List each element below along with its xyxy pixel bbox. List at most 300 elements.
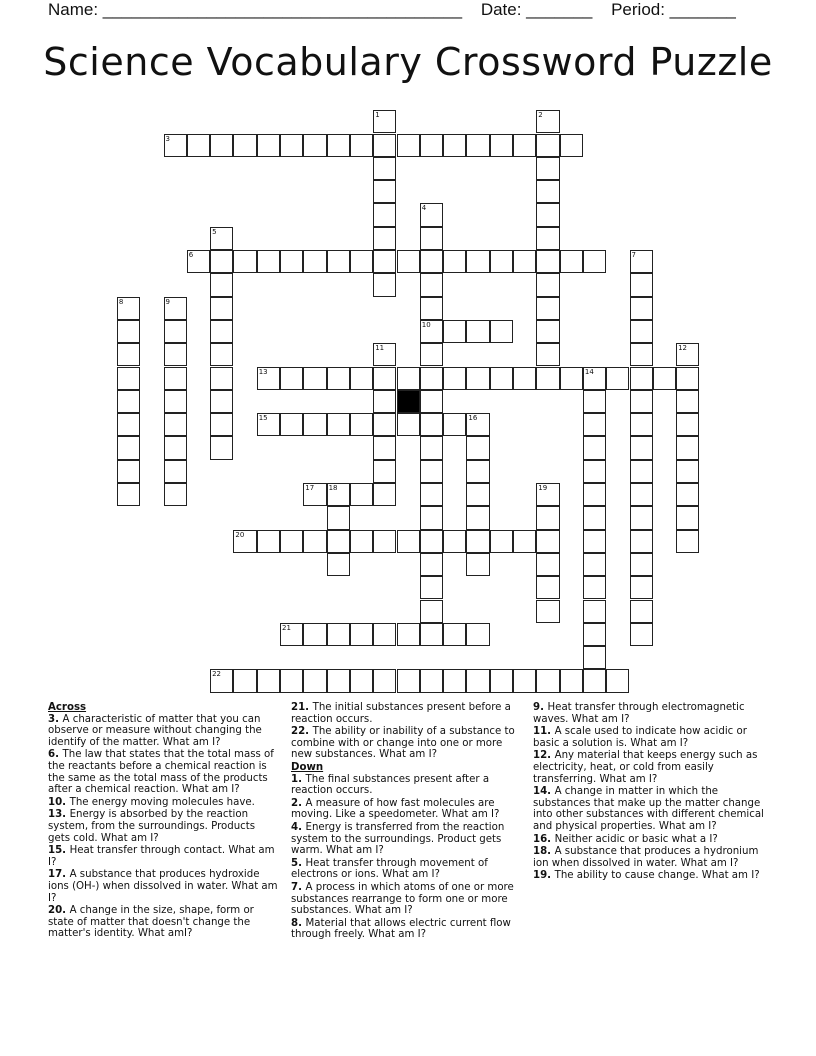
grid-cell[interactable] (373, 669, 396, 692)
grid-cell[interactable] (466, 553, 489, 576)
clue-number: 16 (468, 414, 478, 423)
grid-cell[interactable] (257, 134, 280, 157)
grid-cell[interactable] (466, 506, 489, 529)
across-clue (291, 726, 523, 761)
clue-number: 15 (258, 414, 268, 423)
grid-cell[interactable] (210, 320, 233, 343)
page-title: Science Vocabulary Crossword Puzzle (43, 40, 773, 84)
grid-cell[interactable] (676, 413, 699, 436)
grid-cell[interactable] (443, 623, 466, 646)
grid-cell[interactable] (420, 320, 443, 343)
grid-cell[interactable] (420, 483, 443, 506)
grid-cell[interactable] (373, 530, 396, 553)
grid-cell[interactable] (536, 530, 559, 553)
clue-number: 21 (282, 623, 291, 632)
grid-cell[interactable] (583, 623, 606, 646)
clue-text: A measure of how fast molecules are moving. Like a speedometer. What am I? (291, 797, 500, 821)
grid-cell[interactable] (443, 134, 466, 157)
grid-cell[interactable] (420, 530, 443, 553)
grid-cell[interactable] (233, 530, 256, 553)
grid-cell[interactable] (630, 460, 653, 483)
grid-cell[interactable] (303, 134, 326, 157)
grid-cell[interactable] (630, 367, 653, 390)
grid-cell[interactable] (466, 483, 489, 506)
down-clue (291, 798, 523, 821)
grid-cell[interactable] (187, 134, 210, 157)
grid-cell[interactable] (466, 436, 489, 459)
grid-cell[interactable] (117, 297, 140, 320)
clue-text: The law that states that the total mass of the reactants before a chemical reaction is the same as the total mass of the products after a chemical reaction. What am I? (48, 749, 274, 796)
grid-cell[interactable] (676, 367, 699, 390)
grid-cell[interactable] (117, 367, 140, 390)
clue-number-label: 20. (48, 905, 70, 917)
grid-cell[interactable] (606, 367, 629, 390)
grid-cell[interactable] (560, 669, 583, 692)
grid-cell[interactable] (536, 320, 559, 343)
grid-cell[interactable] (397, 367, 420, 390)
grid-cell[interactable] (420, 506, 443, 529)
grid-cell[interactable] (630, 390, 653, 413)
grid-cell[interactable] (373, 134, 396, 157)
grid-cell[interactable] (420, 436, 443, 459)
grid-cell[interactable] (583, 530, 606, 553)
grid-cell[interactable] (583, 600, 606, 623)
grid-cell[interactable] (233, 134, 256, 157)
grid-cell[interactable] (373, 623, 396, 646)
grid-cell[interactable] (373, 227, 396, 250)
grid-cell[interactable] (513, 669, 536, 692)
grid-cell[interactable] (327, 553, 350, 576)
grid-cell[interactable] (210, 390, 233, 413)
name-field[interactable]: Name: ______________________________________ (48, 0, 463, 19)
across-clue (48, 905, 280, 940)
grid-cell[interactable] (536, 203, 559, 226)
clue-text: The initial substances present before a reaction occurs. (291, 702, 511, 725)
clue-text: A change in the size, shape, form or state of matter that doesn't change the matter's identity. What amI? (48, 905, 254, 940)
grid-cell[interactable] (280, 623, 303, 646)
grid-cell[interactable] (583, 250, 606, 273)
grid-cell[interactable] (210, 343, 233, 366)
clue-number: 13 (258, 367, 268, 376)
grid-cell[interactable] (373, 460, 396, 483)
grid-cell[interactable] (420, 250, 443, 273)
grid-cell[interactable] (583, 413, 606, 436)
grid-cell[interactable] (606, 669, 629, 692)
grid-cell[interactable] (490, 367, 513, 390)
grid-cell[interactable] (630, 250, 653, 273)
grid-cell[interactable] (280, 669, 303, 692)
grid-cell[interactable] (513, 530, 536, 553)
grid-cell[interactable] (397, 250, 420, 273)
grid-cell[interactable] (164, 483, 187, 506)
grid-cell[interactable] (630, 530, 653, 553)
grid-cell[interactable] (420, 203, 443, 226)
grid-cell[interactable] (443, 367, 466, 390)
grid-cell[interactable] (420, 413, 443, 436)
down-clue (533, 846, 773, 869)
grid-cell[interactable] (350, 483, 373, 506)
grid-cell[interactable] (327, 530, 350, 553)
grid-cell[interactable] (257, 367, 280, 390)
clue-number-label: 19. (533, 870, 555, 882)
grid-cell[interactable] (536, 110, 559, 133)
grid-cell[interactable] (630, 600, 653, 623)
date-field[interactable]: Date: _______ (480, 0, 593, 19)
grid-cell[interactable] (420, 227, 443, 250)
grid-cell[interactable] (327, 134, 350, 157)
clue-number-label: 22. (291, 726, 313, 738)
clue-number: 19 (538, 484, 548, 492)
clue-number: 17 (305, 484, 315, 492)
grid-cell[interactable] (303, 413, 326, 436)
grid-cell[interactable] (257, 530, 280, 553)
clue-number: 9 (165, 297, 170, 306)
grid-cell[interactable] (630, 483, 653, 506)
across-clue (48, 797, 280, 809)
grid-cell[interactable] (327, 669, 350, 692)
clue-number: 3 (165, 134, 170, 143)
clue-text: Neither acidic or basic what a I? (554, 833, 718, 845)
grid-cell[interactable] (466, 134, 489, 157)
down-clue (291, 918, 523, 941)
grid-cell[interactable] (536, 273, 559, 296)
down-clue (533, 834, 773, 846)
grid-cell[interactable] (257, 413, 280, 436)
grid-cell[interactable] (466, 669, 489, 692)
grid-cell[interactable] (117, 436, 140, 459)
clue-text: A change in matter in which the substances that make up the matter change into other substances with different chemical and physical properties. What am I? (533, 786, 764, 832)
grid-cell[interactable] (653, 367, 676, 390)
grid-cell[interactable] (676, 436, 699, 459)
across-clue (48, 809, 280, 844)
clue-number: 22 (212, 670, 222, 679)
grid-cell[interactable] (210, 669, 233, 692)
grid-cell[interactable] (303, 250, 326, 273)
grid-cell[interactable] (164, 413, 187, 436)
grid-cell[interactable] (466, 530, 489, 553)
clue-number: 11 (375, 344, 385, 353)
clue-text: The ability or inability of a substance to combine with or change into one or more new substances. What am I? (291, 726, 515, 761)
grid-cell[interactable] (676, 460, 699, 483)
grid-cell[interactable] (630, 413, 653, 436)
grid-cell[interactable] (466, 367, 489, 390)
grid-cell[interactable] (536, 367, 559, 390)
grid-cell[interactable] (583, 576, 606, 599)
grid-cell[interactable] (466, 250, 489, 273)
clue-text: A process in which atoms of one or more substances rearrange to form one or more substances. What am I? (291, 881, 514, 917)
grid-cell[interactable] (583, 553, 606, 576)
grid-cell[interactable] (630, 343, 653, 366)
grid-cell[interactable] (630, 297, 653, 320)
clue-text: Energy is transferred from the reaction system to the surroundings. Product gets warm. What am I? (291, 821, 505, 857)
across-clue (48, 845, 280, 868)
grid-cell[interactable] (303, 530, 326, 553)
period-field[interactable]: Period: _______ (611, 0, 736, 19)
grid-cell[interactable] (583, 669, 606, 692)
grid-cell[interactable] (397, 134, 420, 157)
grid-cell[interactable] (350, 413, 373, 436)
grid-cell[interactable] (327, 483, 350, 506)
down-heading: Down (291, 761, 324, 773)
grid-cell[interactable] (373, 390, 396, 413)
grid-cell[interactable] (164, 390, 187, 413)
clue-text: Material that allows electric current flow through freely. What am I? (291, 917, 511, 941)
grid-cell[interactable] (490, 530, 513, 553)
grid-cell[interactable] (630, 320, 653, 343)
clue-text: Energy is absorbed by the reaction system, from the surroundings. Products gets cold. What am I? (48, 809, 256, 844)
grid-cell[interactable] (164, 134, 187, 157)
grid-cell[interactable] (536, 506, 559, 529)
across-clue (48, 869, 280, 904)
grid-cell[interactable] (490, 320, 513, 343)
grid-cell[interactable] (630, 623, 653, 646)
clues-column-3 (533, 702, 773, 883)
clue-number: 4 (421, 204, 427, 213)
grid-cell[interactable] (536, 576, 559, 599)
clue-text: A substance that produces a hydronium ion when dissolved in water. What am I? (533, 846, 759, 869)
grid-cell[interactable] (583, 646, 606, 669)
across-clue (291, 702, 523, 725)
grid-black-cell (397, 390, 420, 413)
grid-cell[interactable] (210, 436, 233, 459)
grid-cell[interactable] (373, 367, 396, 390)
grid-cell[interactable] (676, 343, 699, 366)
grid-cell[interactable] (350, 530, 373, 553)
grid-cell[interactable] (583, 367, 606, 390)
grid-cell[interactable] (420, 134, 443, 157)
clue-number-label: 7. (291, 881, 306, 893)
grid-cell[interactable] (280, 250, 303, 273)
grid-cell[interactable] (164, 297, 187, 320)
grid-cell[interactable] (327, 506, 350, 529)
grid-cell[interactable] (676, 530, 699, 553)
grid-cell[interactable] (420, 553, 443, 576)
clue-number-label: 14. (533, 786, 555, 798)
grid-cell[interactable] (420, 390, 443, 413)
grid-cell[interactable] (420, 460, 443, 483)
clue-number-label: 9. (533, 702, 548, 713)
grid-cell[interactable] (350, 367, 373, 390)
grid-cell[interactable] (187, 250, 210, 273)
grid-cell[interactable] (210, 134, 233, 157)
header-fields (48, 0, 750, 20)
grid-cell[interactable] (420, 669, 443, 692)
clue-text: The energy moving molecules have. (69, 796, 255, 808)
grid-cell[interactable] (676, 390, 699, 413)
clue-number-label: 12. (533, 750, 555, 762)
grid-cell[interactable] (373, 110, 396, 133)
clue-text: A scale used to indicate how acidic or basic a solution is. What am I? (533, 726, 747, 749)
grid-cell[interactable] (350, 623, 373, 646)
grid-cell[interactable] (536, 227, 559, 250)
grid-cell[interactable] (630, 273, 653, 296)
grid-cell[interactable] (490, 250, 513, 273)
grid-cell[interactable] (443, 413, 466, 436)
grid-cell[interactable] (117, 413, 140, 436)
grid-cell[interactable] (630, 553, 653, 576)
grid-cell[interactable] (583, 436, 606, 459)
across-clue (48, 714, 280, 749)
grid-cell[interactable] (117, 460, 140, 483)
grid-cell[interactable] (536, 483, 559, 506)
down-clue (291, 858, 523, 881)
grid-cell[interactable] (210, 227, 233, 250)
grid-cell[interactable] (536, 669, 559, 692)
grid-cell[interactable] (164, 343, 187, 366)
clue-number: 12 (678, 344, 688, 353)
grid-cell[interactable] (350, 134, 373, 157)
grid-cell[interactable] (536, 134, 559, 157)
grid-cell[interactable] (630, 436, 653, 459)
grid-cell[interactable] (373, 436, 396, 459)
grid-cell[interactable] (583, 460, 606, 483)
grid-cell[interactable] (536, 600, 559, 623)
clue-text: A characteristic of matter that you can observe or measure without changing the identify of the matter. What am I? (48, 713, 262, 748)
grid-cell[interactable] (676, 483, 699, 506)
grid-cell[interactable] (373, 273, 396, 296)
grid-cell[interactable] (373, 250, 396, 273)
grid-cell[interactable] (560, 367, 583, 390)
grid-cell[interactable] (513, 367, 536, 390)
grid-cell[interactable] (164, 367, 187, 390)
grid-cell[interactable] (513, 250, 536, 273)
clue-text: Heat transfer through electromagnetic waves. What am I? (533, 702, 745, 725)
grid-cell[interactable] (490, 134, 513, 157)
grid-cell[interactable] (280, 367, 303, 390)
clue-number-label: 10. (48, 796, 70, 808)
grid-cell[interactable] (466, 623, 489, 646)
clue-text: Any material that keeps energy such as electricity, heat, or cold from easily transferring. What am I? (533, 750, 758, 785)
clue-number-label: 13. (48, 809, 70, 821)
grid-cell[interactable] (117, 390, 140, 413)
grid-cell[interactable] (210, 250, 233, 273)
grid-cell[interactable] (443, 530, 466, 553)
clue-number: 18 (328, 484, 338, 492)
grid-cell[interactable] (303, 669, 326, 692)
clue-text: Heat transfer through movement of electrons or ions. What am I? (291, 857, 488, 881)
grid-cell[interactable] (420, 600, 443, 623)
grid-cell[interactable] (373, 203, 396, 226)
grid-cell[interactable] (397, 530, 420, 553)
grid-cell[interactable] (397, 669, 420, 692)
grid-cell[interactable] (164, 460, 187, 483)
grid-cell[interactable] (210, 273, 233, 296)
grid-cell[interactable] (303, 623, 326, 646)
clue-text: A substance that produces hydroxide ions (OH-) when dissolved in water. What am I? (48, 869, 278, 904)
grid-cell[interactable] (583, 390, 606, 413)
grid-cell[interactable] (513, 134, 536, 157)
grid-cell[interactable] (490, 669, 513, 692)
grid-cell[interactable] (373, 343, 396, 366)
grid-cell[interactable] (210, 367, 233, 390)
grid-cell[interactable] (257, 250, 280, 273)
grid-cell[interactable] (536, 180, 559, 203)
grid-cell[interactable] (583, 506, 606, 529)
grid-cell[interactable] (373, 157, 396, 180)
clue-number: 20 (235, 530, 245, 539)
grid-cell[interactable] (303, 483, 326, 506)
grid-cell[interactable] (420, 367, 443, 390)
grid-cell[interactable] (210, 297, 233, 320)
grid-cell[interactable] (536, 297, 559, 320)
grid-cell[interactable] (233, 250, 256, 273)
clue-number-label: 8. (291, 917, 306, 929)
grid-cell[interactable] (280, 530, 303, 553)
grid-cell[interactable] (466, 320, 489, 343)
grid-cell[interactable] (327, 367, 350, 390)
clue-number-label: 2. (291, 797, 306, 809)
grid-cell[interactable] (373, 483, 396, 506)
down-clue (533, 702, 773, 725)
grid-cell[interactable] (676, 506, 699, 529)
grid-cell[interactable] (420, 343, 443, 366)
grid-cell[interactable] (420, 623, 443, 646)
grid-cell[interactable] (560, 250, 583, 273)
down-clue (291, 822, 523, 857)
grid-cell[interactable] (466, 460, 489, 483)
grid-cell[interactable] (280, 134, 303, 157)
clue-number: 8 (118, 297, 124, 306)
grid-cell[interactable] (443, 320, 466, 343)
clues-column-2 (291, 702, 523, 942)
grid-cell[interactable] (117, 483, 140, 506)
clue-number-label: 4. (291, 821, 306, 833)
down-clue (533, 726, 773, 749)
grid-cell[interactable] (420, 576, 443, 599)
grid-cell[interactable] (443, 669, 466, 692)
clue-number-label: 3. (48, 713, 63, 725)
grid-cell[interactable] (350, 669, 373, 692)
grid-cell[interactable] (327, 623, 350, 646)
grid-cell[interactable] (373, 413, 396, 436)
across-clue (48, 749, 280, 795)
grid-cell[interactable] (327, 250, 350, 273)
grid-cell[interactable] (583, 483, 606, 506)
grid-cell[interactable] (280, 413, 303, 436)
grid-cell[interactable] (350, 250, 373, 273)
clue-number: 2 (538, 111, 543, 120)
grid-cell[interactable] (164, 320, 187, 343)
grid-cell[interactable] (536, 343, 559, 366)
grid-cell[interactable] (327, 413, 350, 436)
down-clue (291, 882, 523, 917)
clue-number-label: 6. (48, 749, 63, 761)
grid-cell[interactable] (466, 413, 489, 436)
grid-cell[interactable] (560, 134, 583, 157)
grid-cell[interactable] (630, 576, 653, 599)
grid-cell[interactable] (164, 436, 187, 459)
grid-cell[interactable] (443, 250, 466, 273)
grid-cell[interactable] (257, 669, 280, 692)
grid-cell[interactable] (210, 413, 233, 436)
clue-number-label: 21. (291, 702, 313, 713)
grid-cell[interactable] (420, 273, 443, 296)
grid-cell[interactable] (536, 157, 559, 180)
grid-cell[interactable] (117, 320, 140, 343)
grid-cell[interactable] (397, 413, 420, 436)
clue-number-label: 18. (533, 846, 555, 858)
grid-cell[interactable] (420, 297, 443, 320)
grid-cell[interactable] (117, 343, 140, 366)
grid-cell[interactable] (536, 553, 559, 576)
grid-cell[interactable] (397, 623, 420, 646)
grid-cell[interactable] (536, 250, 559, 273)
grid-cell[interactable] (630, 506, 653, 529)
grid-cell[interactable] (303, 367, 326, 390)
clue-number: 7 (631, 251, 636, 259)
grid-cell[interactable] (373, 180, 396, 203)
grid-cell[interactable] (233, 669, 256, 692)
